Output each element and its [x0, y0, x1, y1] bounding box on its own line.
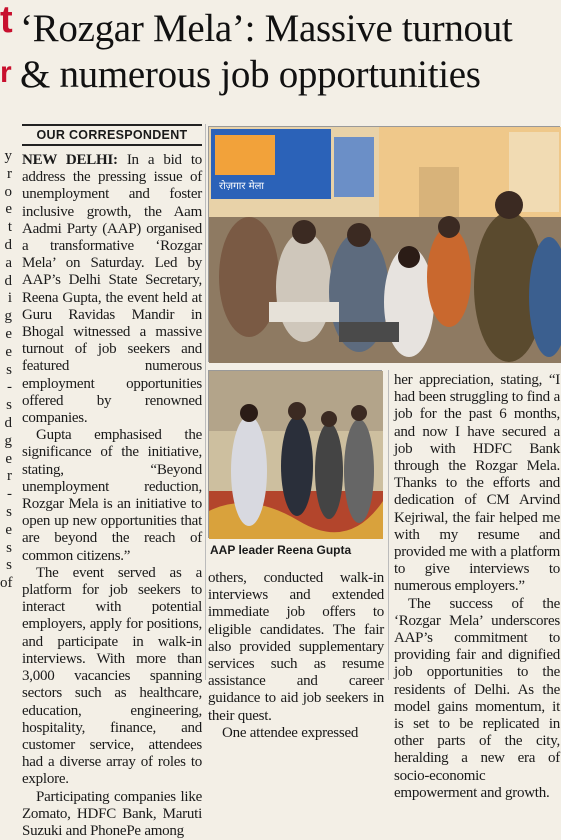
- headline-line-2: & numerous job opportunities: [20, 53, 481, 96]
- paragraph-text: In a bid to address the pressing issue of unemployment and foster inclusive growth, the Aam Aadmi Party (AAP) organised a transformative ‘Rozgar Mela’ on Saturday. Led by AAP’s Delhi State Secretary, Reena Gupta, the event held at Guru Ravidas Mandir in Bhogal witnessed a massive turnout of job seekers and featured numerous employment opportunities offered by renowned companies.: [22, 152, 202, 427]
- fragment-letter: e: [5, 201, 12, 218]
- fragment-letter: -: [7, 486, 12, 503]
- reena-gupta-photo: [208, 370, 382, 538]
- banner-text: रोज़गार मेला: [219, 181, 264, 192]
- fragment-letter: of: [0, 575, 13, 592]
- fragment-letter: y: [4, 148, 12, 164]
- leader-photo-illustration: [209, 371, 383, 539]
- fragment-letter: e: [5, 450, 12, 467]
- article-column-3: [394, 372, 560, 802]
- paragraph: Gupta emphasised the significance of the initiative, stating, “Beyond unemployment reduction, Rozgar Mela is an initiative to open up new opportunities that are beyond the reach of common citizens.”: [22, 427, 202, 564]
- crowd-photo-illustration: [209, 127, 561, 363]
- paragraph: The event served as a platform for job seekers to interact with potential employers, apply for positions, and participate in walk-in interviews. With more than 3,000 vacancies spanning sectors such as healthcare, education, engineering, hospitality, finance, and customer service, attendees had a diverse array of roles to explore.: [22, 564, 202, 788]
- fragment-letter: e: [5, 521, 12, 538]
- event-crowd-photo: [208, 126, 560, 362]
- fragment-letter: d: [4, 414, 12, 431]
- fragment-letter: s: [6, 539, 12, 556]
- adjacent-column-fragment: [0, 148, 12, 680]
- prev-article-headline-fragment: t: [0, 0, 13, 41]
- fragment-letter: d: [4, 272, 12, 289]
- lead-paragraph: [22, 152, 202, 427]
- fragment-letter: g: [4, 432, 12, 449]
- fragment-letter: s: [6, 361, 12, 378]
- column-divider: [205, 124, 206, 680]
- prev-article-headline-fragment-2: r: [0, 56, 12, 89]
- dateline: NEW DELHI:: [22, 152, 118, 168]
- article-column-1: [22, 152, 202, 840]
- column-divider: [388, 370, 389, 680]
- fragment-letter: d: [4, 236, 12, 253]
- fragment-letter: -: [7, 379, 12, 396]
- fragment-letter: s: [6, 557, 12, 574]
- fragment-letter: r: [7, 165, 12, 182]
- fragment-letter: e: [5, 343, 12, 360]
- fragment-letter: t: [7, 219, 12, 236]
- paragraph: The success of the ‘Rozgar Mela’ underscores AAP’s commitment to providing fair and dignified job opportunities to the residents of Delhi. As the model gains momentum, it is set to be replicated in other parts of the city, heralding a new era of socio-economic empowerment and growth.: [394, 595, 560, 801]
- fragment-letter: o: [4, 183, 12, 200]
- photo-caption: AAP leader Reena Gupta: [210, 543, 352, 557]
- byline: OUR CORRESPONDENT: [22, 124, 202, 146]
- fragment-letter: i: [7, 290, 12, 307]
- fragment-letter: s: [6, 503, 12, 520]
- fragment-letter: r: [7, 468, 12, 485]
- article-headline: [20, 6, 560, 98]
- headline-line-1: ‘Rozgar Mela’: Massive turnout: [20, 7, 513, 50]
- fragment-letter: s: [6, 397, 12, 414]
- paragraph: One attendee expressed: [222, 724, 359, 741]
- paragraph: others, conducted walk-in interviews and extended immediate job offers to eligible candidates. The fair also provided supplementary services such as resume assistance and career guidance to aid job seekers in their quest.: [208, 570, 384, 724]
- fragment-letter: a: [5, 254, 12, 271]
- paragraph: her appreciation, stating, “I had been struggling to find a job for the past 6 months, and now I have secured a job with HDFC Bank through the Rozgar Mela. Thanks to the efforts and dedication of CM Arvind Kejriwal, the fair helped me with my resume and provided me with a platform to give interviews to numerous employers.”: [394, 372, 560, 595]
- article-column-2: [208, 570, 384, 742]
- paragraph: Participating companies like Zomato, HDFC Bank, Maruti Suzuki and PhonePe among: [22, 788, 202, 839]
- fragment-letter: g: [4, 308, 12, 325]
- fragment-letter: e: [5, 325, 12, 342]
